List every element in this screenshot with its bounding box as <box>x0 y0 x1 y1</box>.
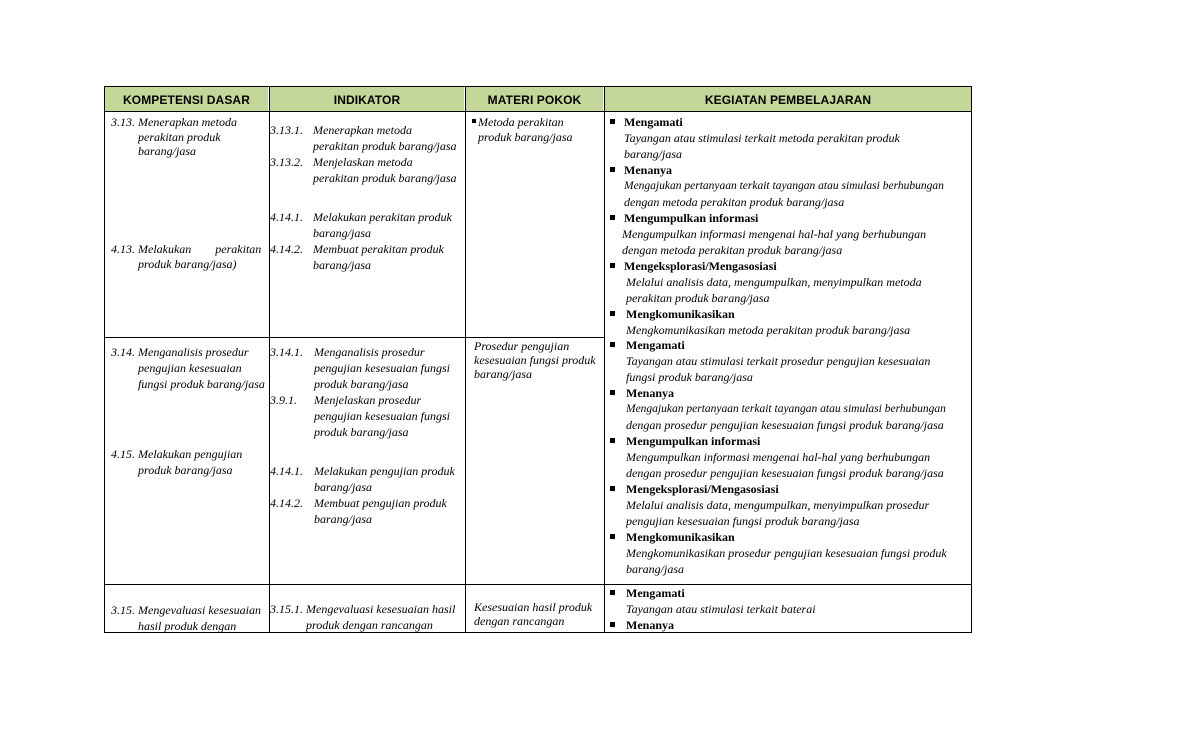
header-indikator: INDIKATOR <box>333 93 401 107</box>
border-col3 <box>604 86 605 633</box>
indikator-text: pengujian kesesuaian fungsi <box>314 361 450 375</box>
kd-number: 4.15. <box>111 447 135 461</box>
header-kegiatan-pembelajaran: KEGIATAN PEMBELAJARAN <box>704 93 872 107</box>
border-right <box>971 86 972 633</box>
kegiatan-text: Mengkomunikasikan prosedur pengujian kesesuaian fungsi produk <box>626 546 947 560</box>
kd-text: Menganalisis prosedur <box>138 345 249 359</box>
square-bullet-icon <box>472 119 476 123</box>
kd-text: Melakukan pengujian <box>138 447 243 461</box>
indikator-text: Menjelaskan prosedur <box>314 393 422 407</box>
kd-text: perakitan produk <box>138 130 221 144</box>
kegiatan-label: Mengamati <box>626 586 685 600</box>
square-bullet-icon <box>610 390 615 395</box>
square-bullet-icon <box>610 590 615 595</box>
kegiatan-label: Menanya <box>624 163 672 177</box>
square-bullet-icon <box>610 438 615 443</box>
header-kompetensi-dasar: KOMPETENSI DASAR <box>123 93 250 107</box>
kd-text: pengujian kesesuaian <box>138 361 242 375</box>
kegiatan-text: barang/jasa <box>626 562 685 576</box>
kd-text: fungsi produk barang/jasa <box>138 377 265 391</box>
kegiatan-text: Mengajukan pertanyaan terkait tayangan atau simulasi berhubungan <box>626 403 946 415</box>
kegiatan-text: Tayangan atau stimulasi terkait metoda perakitan produk <box>624 131 900 145</box>
kegiatan-label: Mengamati <box>624 115 683 129</box>
kd-text: hasil produk dengan <box>138 619 237 633</box>
indikator-text: produk barang/jasa <box>314 425 409 439</box>
indikator-text: Mengevaluasi kesesuaian hasil <box>306 602 456 616</box>
kd-number: 3.15. <box>111 603 135 617</box>
kegiatan-text: dengan metoda perakitan produk barang/jasa <box>622 243 843 257</box>
kegiatan-label: Mengkomunikasikan <box>626 307 735 321</box>
square-bullet-icon <box>610 119 615 124</box>
indikator-text: Membuat pengujian produk <box>314 496 447 510</box>
kegiatan-text: Tayangan atau stimulasi terkait prosedur pengujian kesesuaian <box>626 354 931 368</box>
indikator-text: Melakukan perakitan produk <box>313 210 452 224</box>
kd-text: Menerapkan metoda <box>138 115 237 129</box>
kd-text: produk barang/jasa) <box>138 257 237 271</box>
indikator-text: barang/jasa <box>314 512 373 526</box>
kegiatan-label: Mengkomunikasikan <box>626 530 735 544</box>
kegiatan-label: Menanya <box>626 618 674 632</box>
header-materi-pokok: MATERI POKOK <box>487 93 582 107</box>
square-bullet-icon <box>610 311 615 316</box>
indikator-number: 3.13.1. <box>270 123 303 137</box>
indikator-text: Membuat perakitan produk <box>313 242 444 256</box>
indikator-text: barang/jasa <box>313 258 372 272</box>
indikator-text: Melakukan pengujian produk <box>314 464 455 478</box>
square-bullet-icon <box>610 622 615 627</box>
indikator-text: barang/jasa <box>313 226 372 240</box>
kegiatan-text: Mengumpulkan informasi mengenai hal-hal yang berhubungan <box>626 450 931 464</box>
indikator-text: barang/jasa <box>314 480 373 494</box>
border-top <box>104 86 972 87</box>
indikator-number: 4.14.2. <box>270 496 303 510</box>
border-row2-bottom <box>104 584 972 585</box>
border-left <box>104 86 105 633</box>
indikator-number: 3.9.1. <box>270 393 297 407</box>
indikator-text: pengujian kesesuaian fungsi <box>314 409 450 423</box>
materi-text: kesesuaian fungsi produk <box>474 353 596 367</box>
kegiatan-text: Mengkomunikasikan metoda perakitan produk barang/jasa <box>626 323 911 337</box>
materi-text: barang/jasa <box>474 367 533 381</box>
border-header-bottom <box>104 111 972 112</box>
indikator-number: 3.13.2. <box>270 155 303 169</box>
indikator-text: Menjelaskan metoda <box>313 155 413 169</box>
border-col2 <box>465 86 466 633</box>
kd-number: 3.14. <box>111 345 135 359</box>
kegiatan-label: Mengumpulkan informasi <box>624 211 759 225</box>
kegiatan-label: Menanya <box>626 386 674 400</box>
kegiatan-text: fungsi produk barang/jasa <box>626 370 753 384</box>
kd-number: 4.13. <box>111 242 135 256</box>
square-bullet-icon <box>610 342 615 347</box>
kegiatan-text: dengan prosedur pengujian kesesuaian fungsi produk barang/jasa <box>626 466 944 480</box>
square-bullet-icon <box>610 534 615 539</box>
kd-text: produk barang/jasa <box>138 463 233 477</box>
materi-text: Kesesuaian hasil produk <box>474 600 593 614</box>
materi-text: dengan rancangan <box>474 614 565 628</box>
kegiatan-text: Melalui analisis data, mengumpulkan, menyimpulkan metoda <box>626 275 922 289</box>
indikator-text: perakitan produk barang/jasa <box>313 171 457 185</box>
kegiatan-text: perakitan produk barang/jasa <box>626 291 770 305</box>
indikator-number: 3.15.1. <box>270 602 303 616</box>
materi-text: Prosedur pengujian <box>474 339 570 353</box>
indikator-text: produk barang/jasa <box>314 377 409 391</box>
kegiatan-text: Mengajukan pertanyaan terkait tayangan atau simulasi berhubungan <box>624 180 944 192</box>
kegiatan-label: Mengamati <box>626 338 685 352</box>
square-bullet-icon <box>610 215 615 220</box>
materi-text: produk barang/jasa <box>478 130 573 144</box>
indikator-number: 4.14.1. <box>270 210 303 224</box>
kegiatan-text: barang/jasa <box>624 147 683 161</box>
indikator-number: 4.14.1. <box>270 464 303 478</box>
kegiatan-label: Mengeksplorasi/Mengasosiasi <box>626 482 779 496</box>
kegiatan-text: Tayangan atau stimulasi terkait baterai <box>626 602 816 616</box>
kd-text: barang/jasa <box>138 144 197 158</box>
kd-text: Mengevaluasi kesesuaian <box>138 603 261 617</box>
square-bullet-icon <box>610 263 615 268</box>
kd-number: 3.13. <box>111 115 135 129</box>
indikator-number: 3.14.1. <box>270 345 303 359</box>
indikator-number: 4.14.2. <box>270 242 303 256</box>
kd-text: Melakukan perakitan <box>138 242 262 256</box>
kegiatan-text: dengan metoda perakitan produk barang/jasa <box>624 195 845 209</box>
indikator-text: Menganalisis prosedur <box>314 345 425 359</box>
square-bullet-icon <box>610 486 615 491</box>
kegiatan-text: Melalui analisis data, mengumpulkan, menyimpulkan prosedur <box>626 498 930 512</box>
kegiatan-text: Mengumpulkan informasi mengenai hal-hal yang berhubungan <box>622 227 927 241</box>
kegiatan-label: Mengumpulkan informasi <box>626 434 761 448</box>
indikator-text: Menerapkan metoda <box>313 123 412 137</box>
kegiatan-text: dengan prosedur pengujian kesesuaian fungsi produk barang/jasa <box>626 418 944 432</box>
indikator-text: perakitan produk barang/jasa <box>313 139 457 153</box>
materi-text: Metoda perakitan <box>478 115 564 129</box>
kegiatan-label: Mengeksplorasi/Mengasosiasi <box>624 259 777 273</box>
indikator-text: produk dengan rancangan <box>306 618 433 632</box>
kegiatan-text: pengujian kesesuaian fungsi produk barang/jasa <box>626 514 860 528</box>
square-bullet-icon <box>610 167 615 172</box>
